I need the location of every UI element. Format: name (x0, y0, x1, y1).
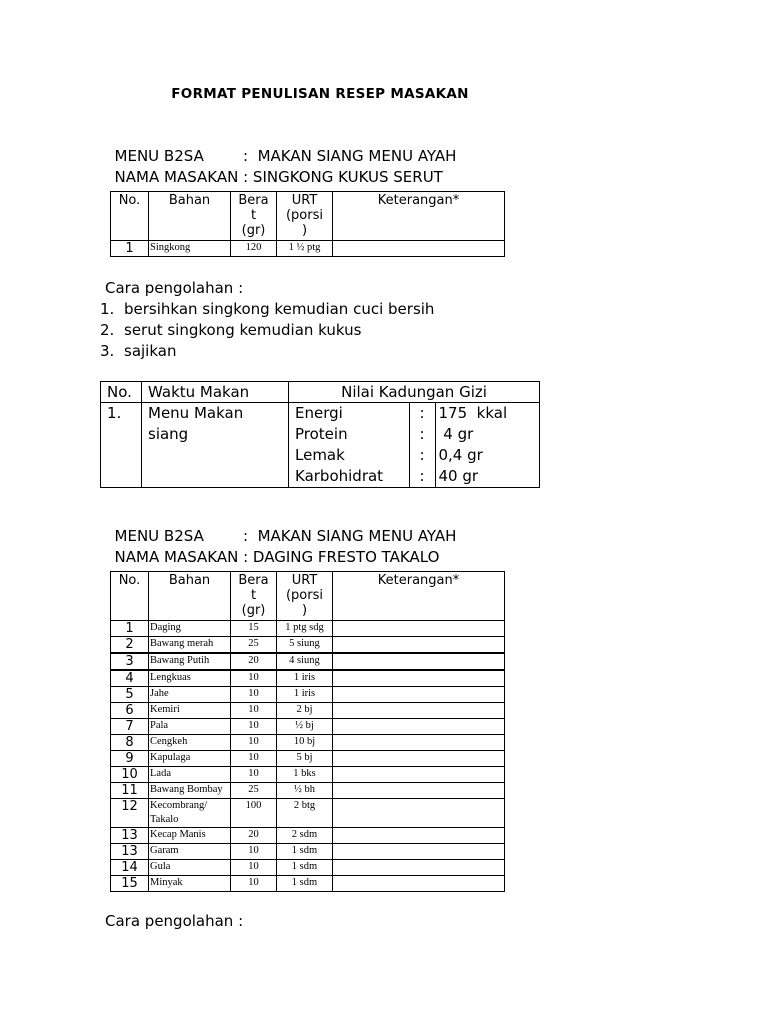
nama-value: : DAGING FRESTO TAKALO (243, 548, 440, 566)
row-no: 2 (111, 637, 149, 654)
row-keterangan (333, 719, 505, 735)
row-no: 1 (111, 241, 149, 257)
row-urt: ½ bj (277, 719, 333, 735)
gizi-waktu: Menu Makan siang (142, 403, 289, 488)
table-row (111, 783, 505, 799)
row-bahan: Bawang merah (149, 637, 231, 654)
nama-line-2 (105, 530, 439, 566)
header-bahan: Bahan (149, 192, 231, 241)
row-keterangan (333, 783, 505, 799)
table-row (111, 687, 505, 703)
row-bahan: Kecap Manis (149, 828, 231, 844)
gizi-item: Protein : 4 gr (289, 424, 539, 445)
header-urt: URT (porsi ) (277, 572, 333, 621)
row-urt: 1 ½ ptg (277, 241, 333, 257)
cara-label-2: Cara pengolahan : (105, 912, 244, 930)
row-urt: 4 siung (277, 653, 333, 670)
row-urt: 10 bj (277, 735, 333, 751)
row-no: 12 (111, 799, 149, 828)
row-no: 8 (111, 735, 149, 751)
menu-value: : MAKAN SIANG MENU AYAH (243, 527, 457, 545)
row-bahan: Singkong (149, 241, 231, 257)
row-urt: 2 bj (277, 703, 333, 719)
row-bahan: Minyak (149, 876, 231, 892)
table-row (111, 653, 505, 670)
row-berat: 120 (231, 241, 277, 257)
row-keterangan (333, 687, 505, 703)
row-keterangan (333, 876, 505, 892)
header-nilai: Nilai Kadungan Gizi (289, 382, 540, 403)
row-berat: 10 (231, 860, 277, 876)
row-keterangan (333, 735, 505, 751)
row-bahan: Cengkeh (149, 735, 231, 751)
menu-label: MENU B2SA (114, 147, 204, 165)
header-no: No. (101, 382, 142, 403)
row-bahan: Gula (149, 860, 231, 876)
row-keterangan (333, 637, 505, 654)
row-keterangan (333, 844, 505, 860)
row-berat: 10 (231, 670, 277, 687)
gizi-item: Karbohidrat : 40 gr (289, 466, 539, 487)
header-bahan: Bahan (149, 572, 231, 621)
row-urt: 1 sdm (277, 860, 333, 876)
row-urt: 1 iris (277, 687, 333, 703)
row-urt: 1 ptg sdg (277, 621, 333, 637)
table-row (111, 799, 505, 828)
row-urt: 1 sdm (277, 876, 333, 892)
header-keterangan: Keterangan* (333, 572, 505, 621)
row-keterangan (333, 653, 505, 670)
row-urt: 1 bks (277, 767, 333, 783)
table-header-row (111, 192, 505, 241)
table-row (111, 670, 505, 687)
gizi-values-cell (289, 403, 540, 488)
row-bahan: Lada (149, 767, 231, 783)
row-berat: 10 (231, 844, 277, 860)
row-berat: 10 (231, 719, 277, 735)
table-row (111, 876, 505, 892)
table-row (111, 241, 505, 257)
nama-line-1 (105, 150, 443, 186)
row-bahan: Pala (149, 719, 231, 735)
cara-label-1: Cara pengolahan : (105, 279, 244, 297)
row-keterangan (333, 670, 505, 687)
step-item: 3. sajikan (100, 342, 177, 360)
header-waktu: Waktu Makan (142, 382, 289, 403)
row-berat: 100 (231, 799, 277, 828)
row-no: 13 (111, 828, 149, 844)
row-berat: 25 (231, 783, 277, 799)
nama-value: : SINGKONG KUKUS SERUT (243, 168, 443, 186)
row-no: 1 (111, 621, 149, 637)
nama-label: NAMA MASAKAN (114, 168, 239, 186)
table-row (111, 860, 505, 876)
row-keterangan (333, 767, 505, 783)
row-bahan: Bawang Bombay (149, 783, 231, 799)
row-no: 15 (111, 876, 149, 892)
ingredient-table-1 (110, 191, 505, 257)
row-keterangan (333, 703, 505, 719)
row-bahan: Bawang Putih (149, 653, 231, 670)
table-row (111, 844, 505, 860)
row-keterangan (333, 621, 505, 637)
table-row (111, 719, 505, 735)
row-keterangan (333, 241, 505, 257)
row-no: 13 (111, 844, 149, 860)
row-bahan: Jahe (149, 687, 231, 703)
gizi-values (289, 403, 539, 487)
row-no: 11 (111, 783, 149, 799)
gizi-item: Energi : 175 kkal (289, 403, 539, 424)
row-no: 9 (111, 751, 149, 767)
row-no: 14 (111, 860, 149, 876)
row-no: 4 (111, 670, 149, 687)
header-urt: URT (porsi ) (277, 192, 333, 241)
row-bahan: Kapulaga (149, 751, 231, 767)
row-berat: 10 (231, 687, 277, 703)
gizi-no: 1. (101, 403, 142, 488)
gizi-item: Lemak : 0,4 gr (289, 445, 539, 466)
nutrition-row (101, 403, 540, 488)
header-keterangan: Keterangan* (333, 192, 505, 241)
row-keterangan (333, 828, 505, 844)
nama-label: NAMA MASAKAN (114, 548, 239, 566)
row-no: 5 (111, 687, 149, 703)
table-row (111, 767, 505, 783)
step-item: 2. serut singkong kemudian kukus (100, 321, 362, 339)
row-urt: 1 iris (277, 670, 333, 687)
row-berat: 10 (231, 703, 277, 719)
row-bahan: Garam (149, 844, 231, 860)
nutrition-table (100, 381, 540, 488)
row-berat: 15 (231, 621, 277, 637)
header-no: No. (111, 572, 149, 621)
row-keterangan (333, 799, 505, 828)
row-no: 3 (111, 653, 149, 670)
row-berat: 10 (231, 735, 277, 751)
table-row (111, 828, 505, 844)
row-urt: 5 bj (277, 751, 333, 767)
table-row (111, 637, 505, 654)
row-urt: 2 sdm (277, 828, 333, 844)
menu-label: MENU B2SA (114, 527, 204, 545)
table-row (111, 621, 505, 637)
step-item: 1. bersihkan singkong kemudian cuci bersih (100, 300, 435, 318)
header-berat: Bera t (gr) (231, 192, 277, 241)
row-urt: 1 sdm (277, 844, 333, 860)
row-urt: 2 btg (277, 799, 333, 828)
table-row (111, 703, 505, 719)
ingredient-table-2 (110, 571, 505, 892)
row-berat: 25 (231, 637, 277, 654)
row-berat: 10 (231, 767, 277, 783)
row-no: 7 (111, 719, 149, 735)
nutrition-header-row (101, 382, 540, 403)
header-no: No. (111, 192, 149, 241)
row-bahan: Kecombrang/ Takalo (149, 799, 231, 828)
row-keterangan (333, 860, 505, 876)
row-no: 10 (111, 767, 149, 783)
header-berat: Bera t (gr) (231, 572, 277, 621)
row-berat: 10 (231, 876, 277, 892)
steps-list (100, 299, 434, 362)
row-urt: ½ bh (277, 783, 333, 799)
row-berat: 20 (231, 653, 277, 670)
table-header-row (111, 572, 505, 621)
row-berat: 10 (231, 751, 277, 767)
row-bahan: Daging (149, 621, 231, 637)
row-keterangan (333, 751, 505, 767)
row-no: 6 (111, 703, 149, 719)
table-row (111, 751, 505, 767)
row-bahan: Lengkuas (149, 670, 231, 687)
row-urt: 5 siung (277, 637, 333, 654)
menu-value: : MAKAN SIANG MENU AYAH (243, 147, 457, 165)
row-berat: 20 (231, 828, 277, 844)
page-title: FORMAT PENULISAN RESEP MASAKAN (171, 86, 469, 102)
row-bahan: Kemiri (149, 703, 231, 719)
table-row (111, 735, 505, 751)
